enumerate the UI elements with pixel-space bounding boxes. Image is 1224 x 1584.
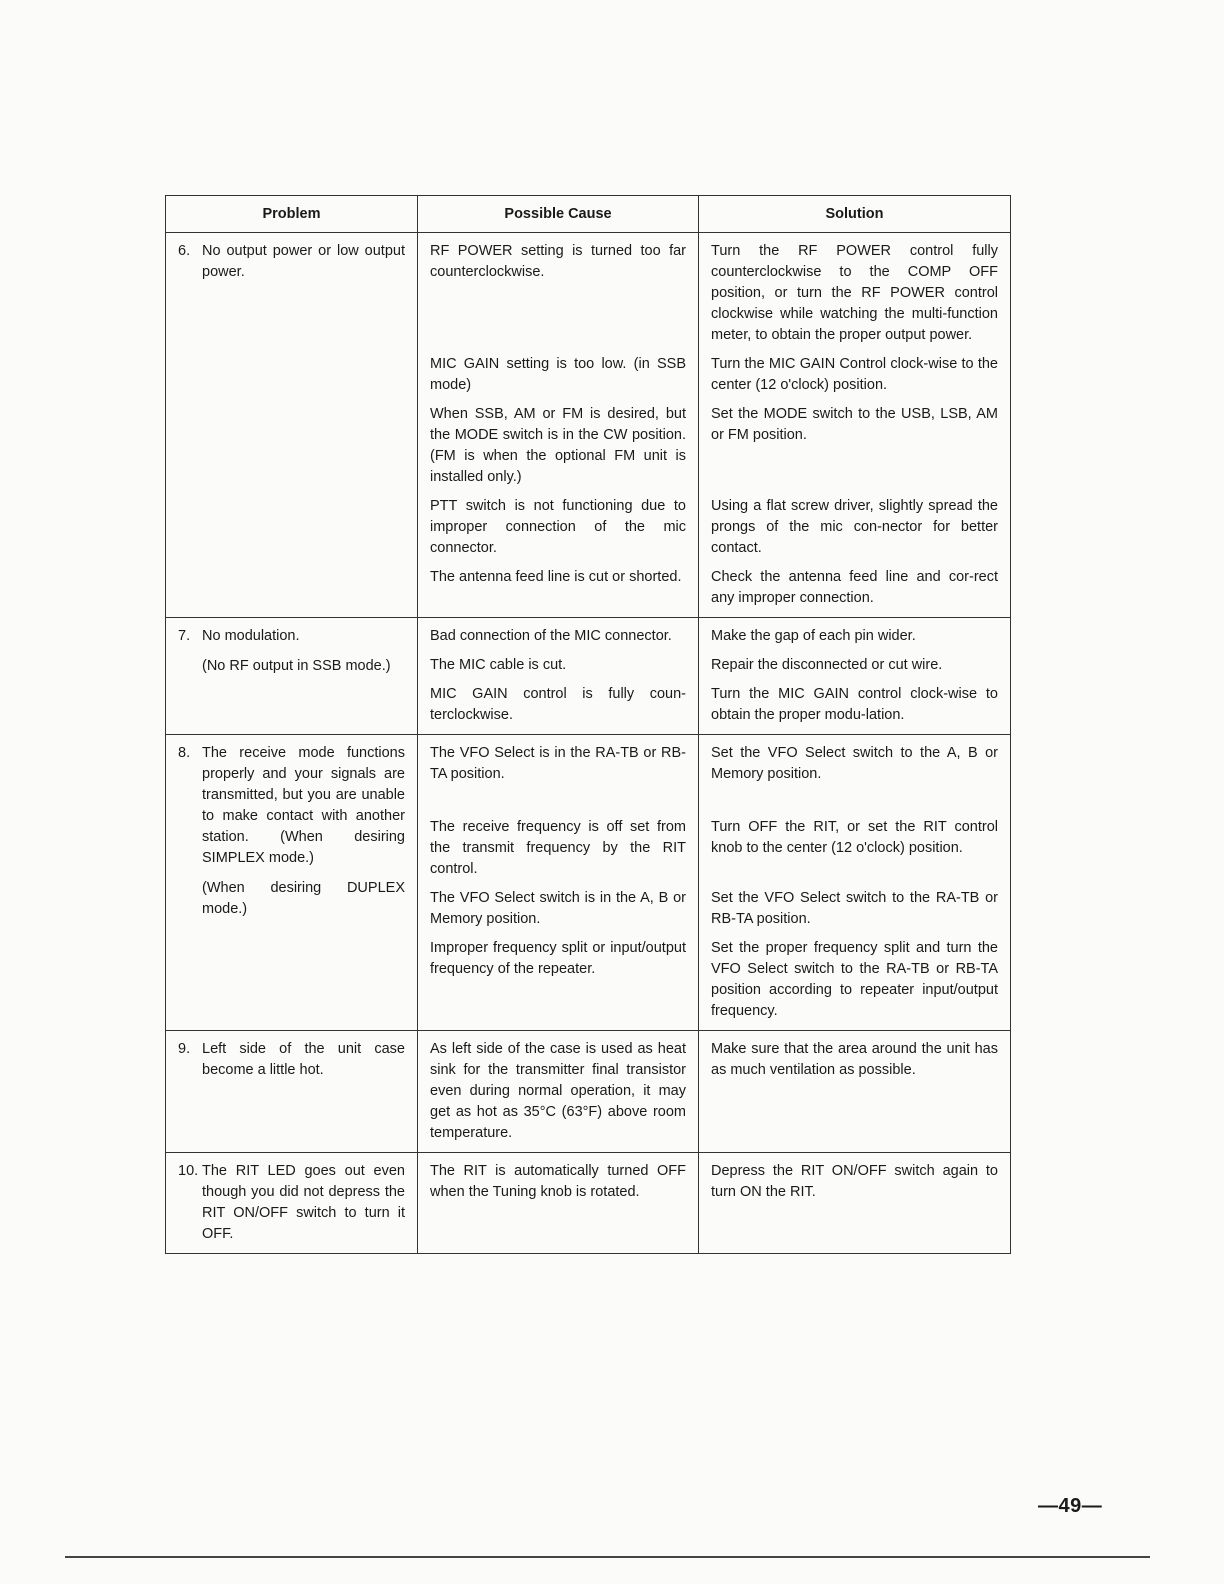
solution-text: Repair the disconnected or cut wire. [711,657,943,673]
problem-cell [166,1031,418,1153]
bottom-rule [65,1556,1150,1558]
problem-text: The RIT LED goes out even though you did not depress the RIT ON/OFF switch to turn it OFF. [202,1163,405,1242]
problem-text: (No RF output in SSB mode.) [202,658,391,674]
solution-text: Set the VFO Select switch to the RA-TB or RB-TA position. [711,890,998,927]
problem-text: The receive mode functions properly and your signals are transmitted, but you are unable to make contact with another station. (When desiring SIMPLEX mode.) [202,745,405,866]
cause-text: MIC GAIN control is fully coun-terclockwise. [430,686,686,723]
cause-text: The receive frequency is off set from the transmit frequency by the RIT control. [430,819,686,877]
solution-text: Make sure that the area around the unit has as much ventilation as possible. [711,1041,998,1078]
problem-number: 9. [178,1041,191,1057]
table-row [166,233,1011,618]
solution-cell [699,233,1011,618]
solution-cell [699,735,1011,1031]
cause-text: The MIC cable is cut. [430,657,567,673]
problem-cell [166,1153,418,1254]
solution-text: Check the antenna feed line and cor-rect any improper connection. [711,569,998,606]
cause-cell [418,1153,699,1254]
page-number: —49— [1038,1495,1103,1517]
solution-text: Make the gap of each pin wider. [711,628,916,644]
problem-number: 10. [178,1163,199,1179]
cause-text: RF POWER setting is turned too far counterclockwise. [430,243,686,280]
solution-text: Depress the RIT ON/OFF switch again to turn ON the RIT. [711,1163,998,1200]
problem-cell [166,618,418,735]
cause-text: MIC GAIN setting is too low. (in SSB mode) [430,356,686,393]
cause-cell [418,735,699,1031]
table-row [166,1031,1011,1153]
solution-text: Using a flat screw driver, slightly spread the prongs of the mic con-nector for better contact. [711,498,998,556]
cause-cell [418,1031,699,1153]
solution-cell [699,1031,1011,1153]
problem-number: 8. [178,745,191,761]
problem-text: No output power or low output power. [202,243,405,280]
problem-number: 7. [178,628,191,644]
solution-cell [699,618,1011,735]
solution-cell [699,1153,1011,1254]
solution-text: Set the MODE switch to the USB, LSB, AM or FM position. [711,406,998,443]
cause-text: PTT switch is not functioning due to improper connection of the mic connector. [430,498,686,556]
cause-text: Bad connection of the MIC connector. [430,628,672,644]
cause-text: The RIT is automatically turned OFF when the Tuning knob is rotated. [430,1163,686,1200]
troubleshooting-table [165,195,1011,1254]
header-possible-cause: Possible Cause [418,196,699,233]
solution-text: Turn the RF POWER control fully counterclockwise to the COMP OFF position, or turn the RF POWER control clockwise while watching the multi-function meter, to obtain the proper output power. [711,243,998,343]
table-header-row [166,196,1011,233]
cause-text: The VFO Select is in the RA-TB or RB-TA position. [430,745,686,782]
table-row [166,1153,1011,1254]
problem-text: Left side of the unit case become a little hot. [202,1041,405,1078]
cause-text: The antenna feed line is cut or shorted. [430,569,682,585]
table-row [166,618,1011,735]
problem-cell [166,233,418,618]
table-body [166,233,1011,1254]
solution-text: Set the proper frequency split and turn the VFO Select switch to the RA-TB or RB-TA position according to repeater input/output frequency. [711,940,998,1019]
problem-cell [166,735,418,1031]
problem-text: No modulation. [202,628,300,644]
problem-number: 6. [178,243,191,259]
cause-text: As left side of the case is used as heat sink for the transmitter final transistor even during normal operation, it may get as hot as 35°C (63°F) above room temperature. [430,1041,686,1141]
header-solution: Solution [699,196,1011,233]
cause-text: When SSB, AM or FM is desired, but the MODE switch is in the CW position. (FM is when the optional FM unit is installed only.) [430,406,686,485]
cause-text: Improper frequency split or input/output frequency of the repeater. [430,940,686,977]
solution-text: Turn the MIC GAIN control clock-wise to obtain the proper modu-lation. [711,686,998,723]
header-problem: Problem [166,196,418,233]
solution-text: Set the VFO Select switch to the A, B or Memory position. [711,745,998,782]
cause-cell [418,233,699,618]
problem-text: (When desiring DUPLEX mode.) [202,880,405,917]
cause-text: The VFO Select switch is in the A, B or Memory position. [430,890,686,927]
cause-cell [418,618,699,735]
solution-text: Turn the MIC GAIN Control clock-wise to the center (12 o'clock) position. [711,356,998,393]
solution-text: Turn OFF the RIT, or set the RIT control knob to the center (12 o'clock) position. [711,819,998,856]
table-row [166,735,1011,1031]
